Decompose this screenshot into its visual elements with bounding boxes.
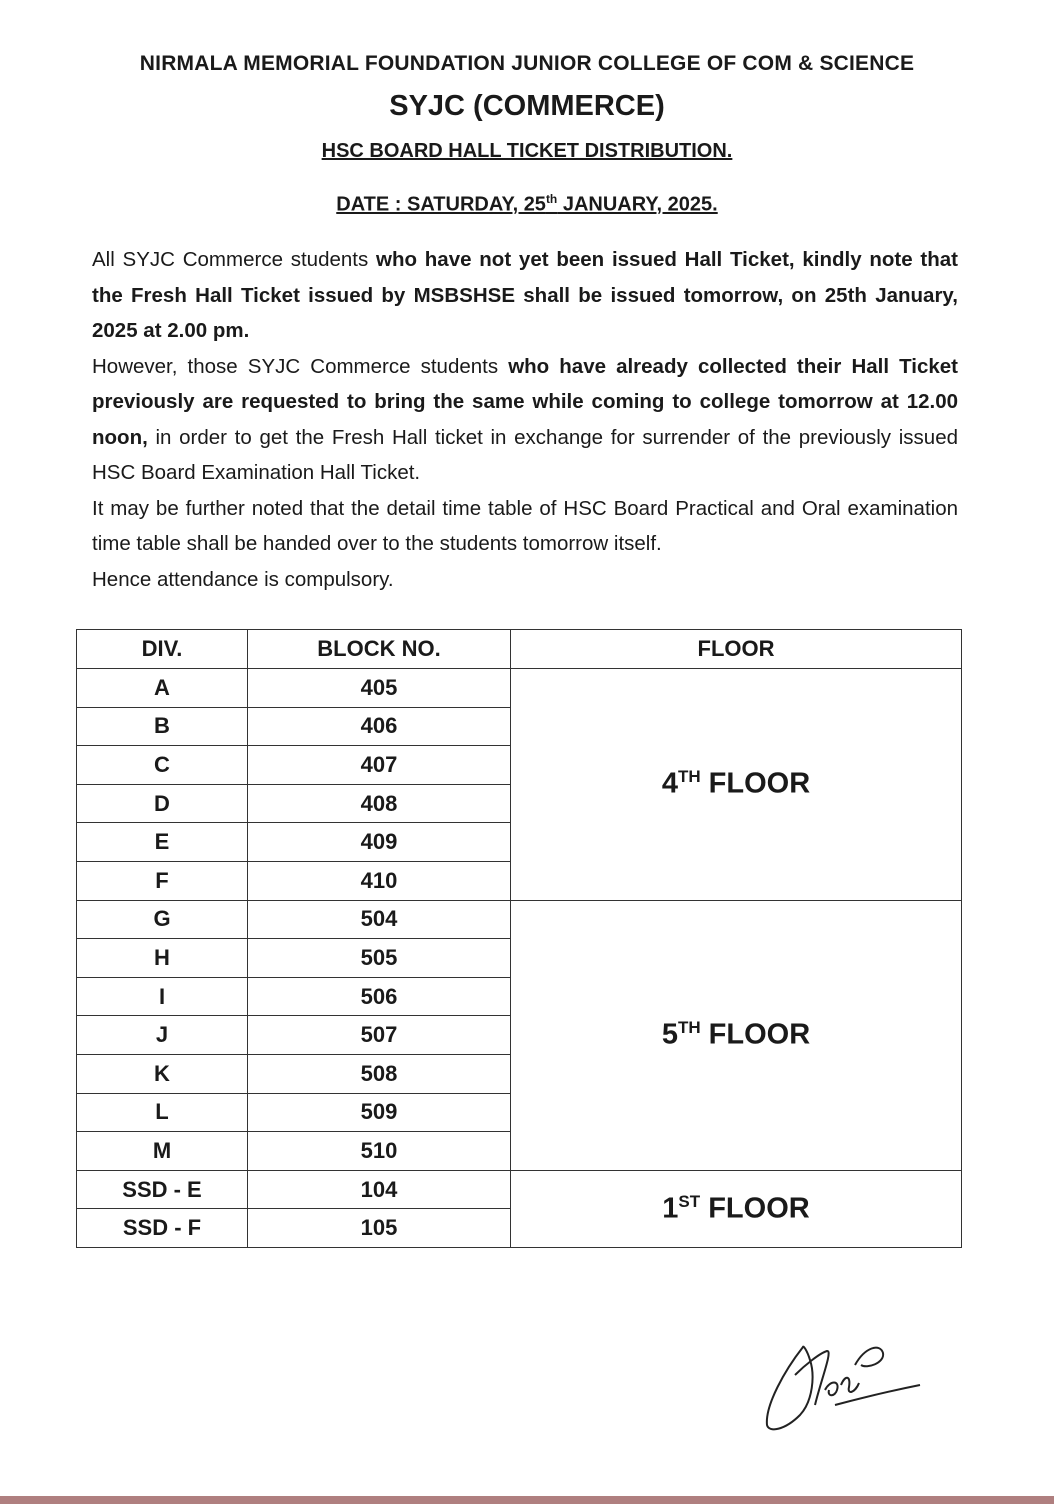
floor-label: FLOOR bbox=[700, 768, 811, 801]
div-cell: L bbox=[77, 1093, 248, 1132]
div-cell: G bbox=[77, 900, 248, 939]
date-prefix: DATE : SATURDAY, 25 bbox=[336, 193, 546, 216]
header-floor: FLOOR bbox=[511, 630, 962, 669]
block-cell: 508 bbox=[248, 1054, 511, 1093]
block-allocation-table bbox=[76, 629, 962, 1248]
floor-number: 4 bbox=[661, 768, 678, 801]
floor-number: 1 bbox=[662, 1192, 679, 1225]
block-cell: 408 bbox=[248, 784, 511, 823]
block-cell: 509 bbox=[248, 1093, 511, 1132]
floor-cell-5th bbox=[511, 900, 962, 1170]
floor-number: 5 bbox=[661, 1018, 678, 1051]
block-cell: 104 bbox=[248, 1170, 511, 1209]
block-cell: 507 bbox=[248, 1016, 511, 1055]
p2-bold: who have already collected their Hall Ticket previously are requested to bring the same while coming to college tomorrow at 12.00 noon, bbox=[92, 354, 959, 449]
floor-ordinal: TH bbox=[677, 1018, 701, 1038]
div-cell: D bbox=[77, 784, 248, 823]
block-cell: 405 bbox=[248, 669, 511, 708]
floor-ordinal: ST bbox=[678, 1191, 701, 1211]
p2-plain: However, those SYJC Commerce students bbox=[92, 354, 509, 378]
header-div: DIV. bbox=[77, 630, 248, 669]
block-cell: 410 bbox=[248, 861, 511, 900]
floor-cell-1st bbox=[511, 1170, 962, 1247]
block-cell: 406 bbox=[248, 707, 511, 746]
p1-plain: All SYJC Commerce students bbox=[92, 248, 377, 271]
date-suffix: JANUARY, 2025. bbox=[557, 193, 718, 216]
div-cell: SSD - F bbox=[77, 1209, 248, 1248]
div-cell: M bbox=[77, 1132, 248, 1171]
notice-paragraph-2 bbox=[92, 349, 958, 491]
floor-ordinal: TH bbox=[677, 767, 701, 787]
notice-paragraph-4: Hence attendance is compulsory. bbox=[92, 567, 394, 591]
table-header-row bbox=[77, 630, 962, 669]
block-cell: 506 bbox=[248, 977, 511, 1016]
div-cell: I bbox=[77, 977, 248, 1016]
floor-cell-4th bbox=[511, 669, 962, 901]
notice-paragraph-1 bbox=[92, 242, 958, 349]
block-cell: 409 bbox=[248, 823, 511, 862]
block-cell: 407 bbox=[248, 746, 511, 785]
department-title: SYJC (COMMERCE) bbox=[389, 90, 665, 122]
header-block: BLOCK NO. bbox=[248, 630, 511, 669]
div-cell: J bbox=[77, 1016, 248, 1055]
block-cell: 105 bbox=[248, 1209, 511, 1248]
notice-date bbox=[0, 192, 1054, 217]
block-cell: 505 bbox=[248, 939, 511, 978]
div-cell: SSD - E bbox=[77, 1170, 248, 1209]
table-row bbox=[77, 1170, 962, 1209]
div-cell: B bbox=[77, 707, 248, 746]
floor-label: FLOOR bbox=[700, 1192, 810, 1225]
div-cell: F bbox=[77, 861, 248, 900]
p1-bold: who have not yet been issued Hall Ticket, kindly note that the Fresh Hall Ticket issued by MSBSHSE shall be issued tomorrow, on 25th January, 2025 at 2.00 pm. bbox=[92, 248, 959, 342]
college-name: NIRMALA MEMORIAL FOUNDATION JUNIOR COLLEGE OF COM & SCIENCE bbox=[139, 52, 915, 75]
floor-label: FLOOR bbox=[700, 1018, 811, 1051]
div-cell: C bbox=[77, 746, 248, 785]
div-cell: K bbox=[77, 1054, 248, 1093]
notice-paragraph-3: It may be further noted that the detail time table of HSC Board Practical and Oral examination time table shall be handed over to the students tomorrow itself. bbox=[92, 496, 958, 555]
page-bottom-edge bbox=[0, 1496, 1054, 1504]
div-cell: E bbox=[77, 823, 248, 862]
table-row bbox=[77, 900, 962, 939]
notice-subject: HSC BOARD HALL TICKET DISTRIBUTION. bbox=[321, 140, 733, 162]
div-cell: A bbox=[77, 669, 248, 708]
handwritten-signature-icon bbox=[755, 1335, 930, 1435]
notice-body bbox=[92, 242, 958, 597]
div-cell: H bbox=[77, 939, 248, 978]
date-superscript: th bbox=[545, 192, 558, 206]
p2-plain-end: in order to get the Fresh Hall ticket in exchange for surrender of the previously issued HSC Board Examination Hall Ticket. bbox=[92, 425, 958, 484]
block-cell: 510 bbox=[248, 1132, 511, 1171]
table-row bbox=[77, 669, 962, 708]
block-cell: 504 bbox=[248, 900, 511, 939]
